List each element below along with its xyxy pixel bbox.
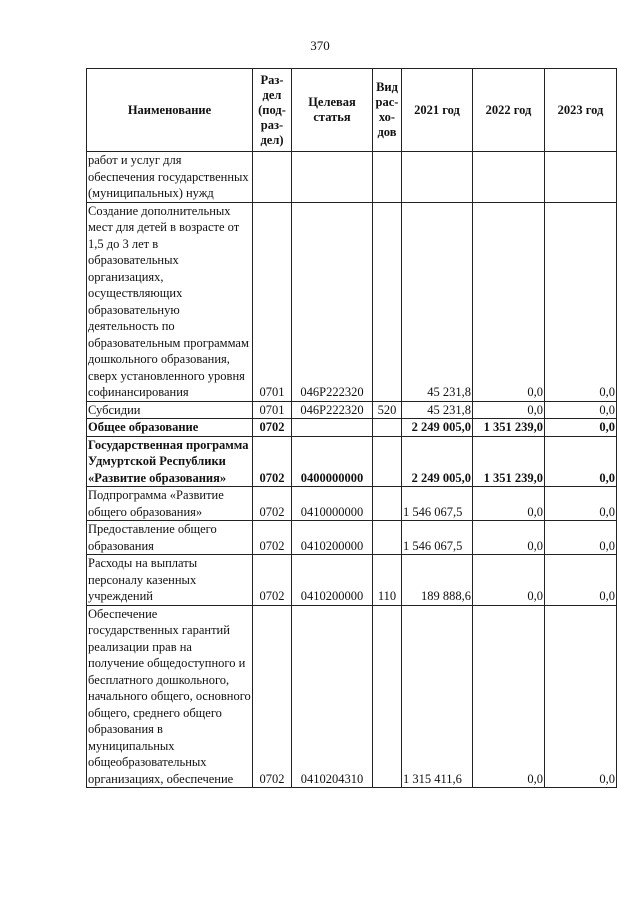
cell-kind bbox=[373, 152, 402, 203]
cell-section: 0702 bbox=[253, 419, 292, 437]
cell-kind bbox=[373, 436, 402, 487]
budget-table bbox=[86, 68, 617, 788]
header-kind: Вид рас- хо- дов bbox=[373, 69, 402, 152]
cell-2022: 0,0 bbox=[473, 521, 545, 555]
cell-target: 0410204310 bbox=[292, 605, 373, 788]
cell-2021 bbox=[402, 152, 473, 203]
cell-kind bbox=[373, 487, 402, 521]
cell-kind bbox=[373, 202, 402, 401]
table-row bbox=[87, 487, 617, 521]
cell-name: Подпрограмма «Развитие общего образования» bbox=[87, 487, 253, 521]
table-header bbox=[87, 69, 617, 152]
header-name: Наименование bbox=[87, 69, 253, 152]
cell-name: Предоставление общего образования bbox=[87, 521, 253, 555]
cell-2023: 0,0 bbox=[545, 436, 617, 487]
cell-2022: 0,0 bbox=[473, 487, 545, 521]
cell-2022 bbox=[473, 152, 545, 203]
cell-section: 0702 bbox=[253, 487, 292, 521]
cell-2021: 1 315 411,6 bbox=[402, 605, 473, 788]
cell-2022: 0,0 bbox=[473, 401, 545, 419]
cell-kind: 110 bbox=[373, 555, 402, 606]
cell-kind: 520 bbox=[373, 401, 402, 419]
cell-name: работ и услуг для обеспечения государственных (муниципальных) нужд bbox=[87, 152, 253, 203]
header-2023: 2023 год bbox=[545, 69, 617, 152]
cell-name: Расходы на выплаты персоналу казенных учреждений bbox=[87, 555, 253, 606]
cell-2022: 0,0 bbox=[473, 555, 545, 606]
table-row bbox=[87, 419, 617, 437]
cell-2022: 0,0 bbox=[473, 605, 545, 788]
cell-2021: 45 231,8 bbox=[402, 202, 473, 401]
table-row bbox=[87, 555, 617, 606]
cell-target: 0410200000 bbox=[292, 555, 373, 606]
cell-2022: 1 351 239,0 bbox=[473, 419, 545, 437]
cell-2021: 2 249 005,0 bbox=[402, 436, 473, 487]
cell-target bbox=[292, 152, 373, 203]
cell-kind bbox=[373, 521, 402, 555]
cell-target: 0410000000 bbox=[292, 487, 373, 521]
header-target: Целевая статья bbox=[292, 69, 373, 152]
cell-2023: 0,0 bbox=[545, 401, 617, 419]
cell-section: 0702 bbox=[253, 605, 292, 788]
cell-name: Государственная программа Удмуртской Республики «Развитие образования» bbox=[87, 436, 253, 487]
cell-section: 0702 bbox=[253, 436, 292, 487]
table-row bbox=[87, 605, 617, 788]
cell-section bbox=[253, 152, 292, 203]
cell-kind bbox=[373, 419, 402, 437]
table-row bbox=[87, 521, 617, 555]
page-number: 370 bbox=[310, 38, 330, 53]
cell-target: 046P222320 bbox=[292, 202, 373, 401]
table-row bbox=[87, 401, 617, 419]
table-row bbox=[87, 202, 617, 401]
cell-2023: 0,0 bbox=[545, 487, 617, 521]
header-section: Раз- дел (под- раз- дел) bbox=[253, 69, 292, 152]
cell-2021: 2 249 005,0 bbox=[402, 419, 473, 437]
cell-section: 0702 bbox=[253, 521, 292, 555]
cell-2022: 0,0 bbox=[473, 202, 545, 401]
table-body bbox=[87, 152, 617, 788]
cell-2023: 0,0 bbox=[545, 521, 617, 555]
cell-name: Общее образование bbox=[87, 419, 253, 437]
cell-section: 0701 bbox=[253, 202, 292, 401]
cell-2021: 45 231,8 bbox=[402, 401, 473, 419]
header-2021: 2021 год bbox=[402, 69, 473, 152]
cell-name: Создание дополнительных мест для детей в возрасте от 1,5 до 3 лет в образовательных организациях, осуществляющих образовательную деятельность по образовательным программам дошкольного образования, сверх установленного уровня софинансирования bbox=[87, 202, 253, 401]
cell-2021: 1 546 067,5 bbox=[402, 487, 473, 521]
cell-2022: 1 351 239,0 bbox=[473, 436, 545, 487]
table-row bbox=[87, 152, 617, 203]
cell-2021: 189 888,6 bbox=[402, 555, 473, 606]
cell-section: 0701 bbox=[253, 401, 292, 419]
cell-name: Субсидии bbox=[87, 401, 253, 419]
cell-2023: 0,0 bbox=[545, 419, 617, 437]
cell-target: 046P222320 bbox=[292, 401, 373, 419]
cell-2023 bbox=[545, 152, 617, 203]
cell-2023: 0,0 bbox=[545, 605, 617, 788]
cell-target: 0410200000 bbox=[292, 521, 373, 555]
cell-kind bbox=[373, 605, 402, 788]
cell-2023: 0,0 bbox=[545, 202, 617, 401]
cell-target bbox=[292, 419, 373, 437]
cell-name: Обеспечение государственных гарантий реализации прав на получение общедоступного и бесплатного дошкольного, начального общего, основного общего, среднего общего образования в муниципальных общеобразовательных организациях, обеспечение bbox=[88, 606, 251, 786]
cell-2021: 1 546 067,5 bbox=[402, 521, 473, 555]
cell-target: 0400000000 bbox=[292, 436, 373, 487]
cell-2023: 0,0 bbox=[545, 555, 617, 606]
header-2022: 2022 год bbox=[473, 69, 545, 152]
cell-section: 0702 bbox=[253, 555, 292, 606]
table-row bbox=[87, 436, 617, 487]
